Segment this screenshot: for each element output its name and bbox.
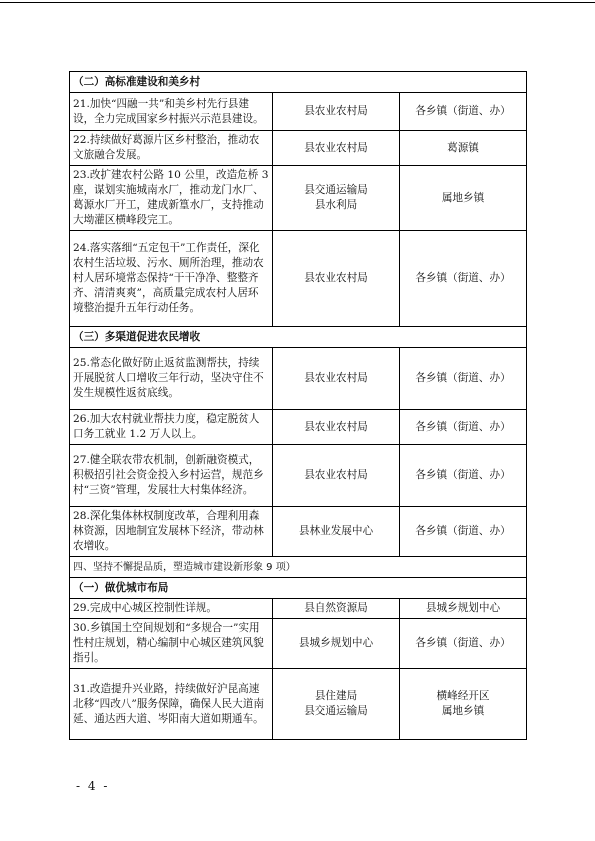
lead-unit: 县农业农村局 [273, 410, 400, 445]
table-row [70, 445, 527, 507]
table-row [70, 599, 527, 619]
task-description: 30.乡镇国土空间规划和“多规合一”实用性村庄规划，精心编制中心城区建筑风貌指引。 [70, 619, 273, 669]
lead-unit: 县农业农村局 [273, 93, 400, 131]
task-description: 24.落实落细“五定包干”工作责任，深化农村生活垃圾、污水、厕所治理，推动农村人居环境常态保持“干干净净、整整齐齐、清清爽爽”，高质量完成农村人居环境整治提升五年行动任务。 [70, 231, 273, 327]
lead-unit: 县交通运输局 县水利局 [273, 166, 400, 231]
table-row [70, 410, 527, 445]
responsible-unit: 属地乡镇 [400, 166, 527, 231]
lead-unit: 县林业发展中心 [273, 507, 400, 557]
task-description: 21.加快“四融一共”和美乡村先行县建设，全力完成国家乡村振兴示范县建设。 [70, 93, 273, 131]
task-description: 22.持续做好葛源片区乡村整治，推动农文旅融合发展。 [70, 131, 273, 166]
section-header-row [70, 327, 527, 348]
lead-unit: 县城乡规划中心 [273, 619, 400, 669]
responsible-unit: 横峰经开区 属地乡镇 [400, 669, 527, 740]
lead-unit: 县农业农村局 [273, 348, 400, 410]
responsible-unit: 各乡镇（街道、办） [400, 410, 527, 445]
table-row [70, 93, 527, 131]
responsible-unit: 各乡镇（街道、办） [400, 507, 527, 557]
page-number: - 4 - [76, 779, 110, 793]
task-table-body [70, 72, 527, 740]
task-description: 29.完成中心城区控制性详规。 [70, 599, 273, 619]
lead-unit: 县农业农村局 [273, 445, 400, 507]
part-title: 四、坚持不懈提品质，塑造城市建设新形象 9 项） [70, 557, 527, 578]
task-table [69, 71, 527, 740]
lead-unit: 县住建局 县交通运输局 [273, 669, 400, 740]
section-header-row [70, 72, 527, 93]
table-row [70, 231, 527, 327]
section-title: （三）多渠道促进农民增收 [70, 327, 527, 348]
responsible-unit: 各乡镇（街道、办） [400, 619, 527, 669]
lead-unit: 县自然资源局 [273, 599, 400, 619]
section-header-row [70, 578, 527, 599]
responsible-unit: 县城乡规划中心 [400, 599, 527, 619]
lead-unit: 县农业农村局 [273, 231, 400, 327]
part-header-row [70, 557, 527, 578]
responsible-unit: 葛源镇 [400, 131, 527, 166]
table-row [70, 348, 527, 410]
table-row [70, 507, 527, 557]
task-description: 25.常态化做好防止返贫监测帮扶，持续开展脱贫人口增收三年行动，坚决守住不发生规模性返贫底线。 [70, 348, 273, 410]
top-rule [0, 2, 595, 3]
responsible-unit: 各乡镇（街道、办） [400, 348, 527, 410]
task-description: 23.改扩建农村公路 10 公里，改造危桥 3 座，谋划实施城南水厂，推动龙门水厂、葛源水厂开工，建成新篁水厂，支持推动大坳灌区横峰段完工。 [70, 166, 273, 231]
table-row [70, 131, 527, 166]
section-title: （二）高标准建设和美乡村 [70, 72, 527, 93]
table-row [70, 619, 527, 669]
table-row [70, 166, 527, 231]
table-row [70, 669, 527, 740]
responsible-unit: 各乡镇（街道、办） [400, 231, 527, 327]
task-description: 31.改造提升兴业路，持续做好沪昆高速北移“四改八”服务保障，确保人民大道南延、通达西大道、岑阳南大道如期通车。 [70, 669, 273, 740]
task-description: 28.深化集体林权制度改革，合理利用森林资源，因地制宜发展林下经济，带动林农增收。 [70, 507, 273, 557]
task-description: 27.健全联农带农机制，创新融资模式，积极招引社会资金投入乡村运营，规范乡村“三资”管理，发展壮大村集体经济。 [70, 445, 273, 507]
section-title: （一）做优城市布局 [70, 578, 527, 599]
responsible-unit: 各乡镇（街道、办） [400, 445, 527, 507]
task-description: 26.加大农村就业帮扶力度，稳定脱贫人口务工就业 1.2 万人以上。 [70, 410, 273, 445]
responsible-unit: 各乡镇（街道、办） [400, 93, 527, 131]
lead-unit: 县农业农村局 [273, 131, 400, 166]
